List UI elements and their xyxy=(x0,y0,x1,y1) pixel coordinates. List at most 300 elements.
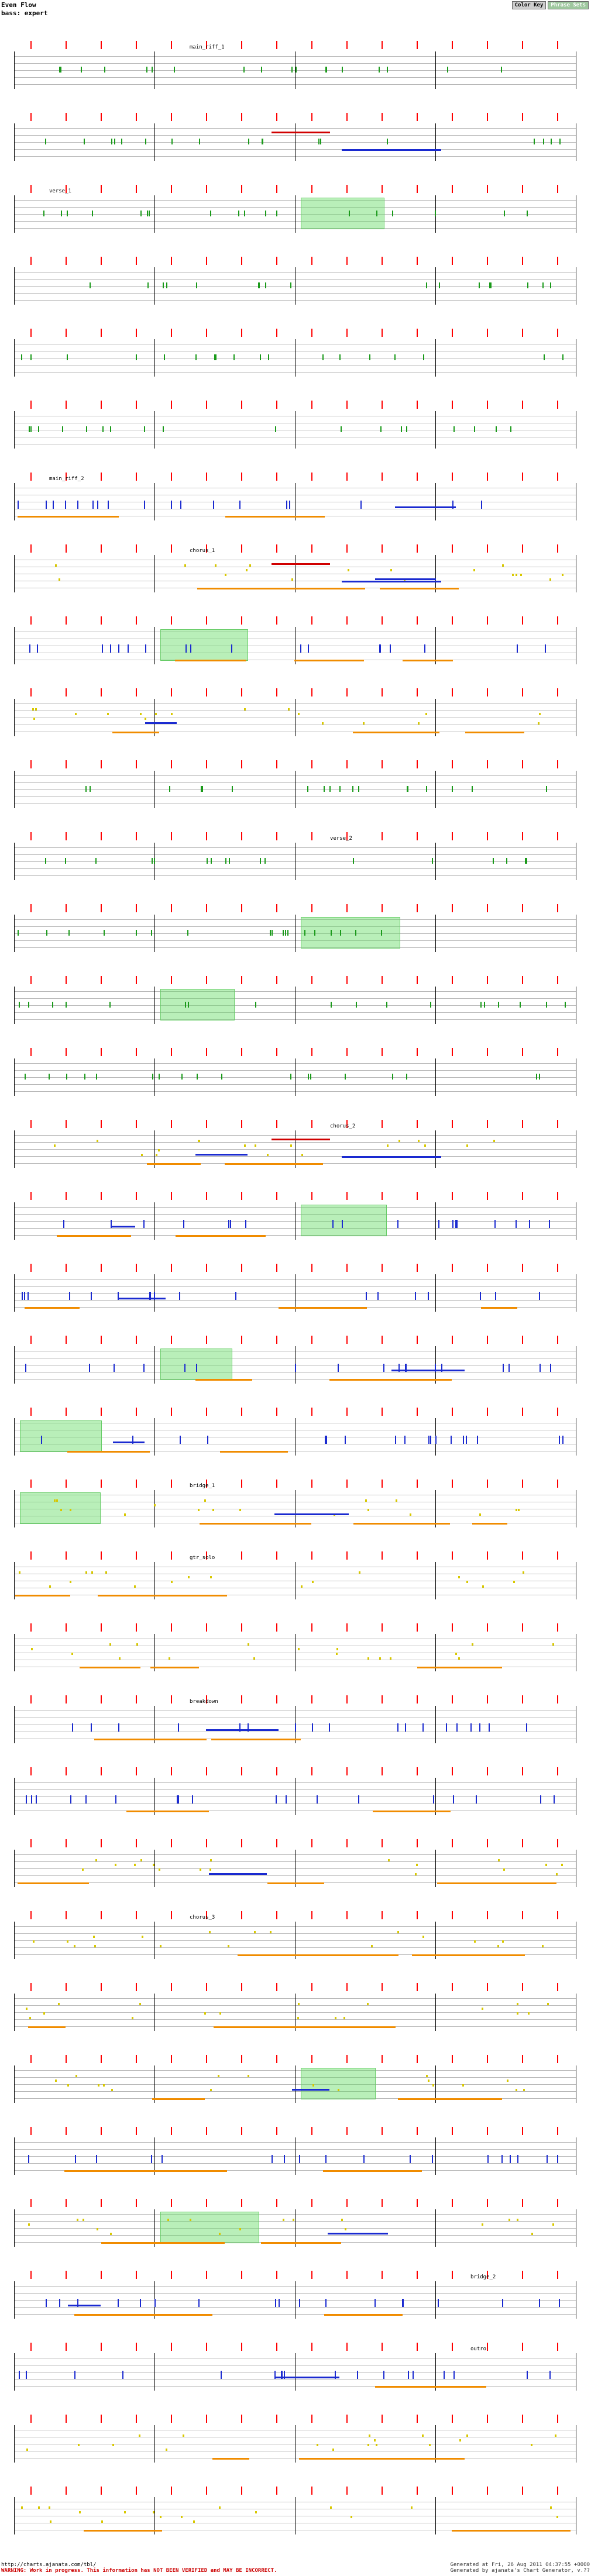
note-yellow xyxy=(75,713,77,715)
beat-tick xyxy=(101,1192,102,1200)
note-yellow xyxy=(502,564,504,567)
beat-tick xyxy=(487,616,488,625)
beat-tick xyxy=(136,2127,137,2135)
beat-tick xyxy=(276,113,277,121)
beat-tick xyxy=(66,1480,67,1488)
measure-line xyxy=(154,483,155,520)
note-blue xyxy=(299,2299,300,2307)
measure-line xyxy=(435,2353,436,2391)
sustain-red xyxy=(272,563,330,565)
note-yellow xyxy=(218,2075,219,2077)
note-yellow xyxy=(253,1657,255,1660)
beat-tick xyxy=(171,2415,172,2423)
beat-tick xyxy=(66,2055,67,2063)
note-blue xyxy=(299,2155,300,2163)
staff xyxy=(14,411,576,449)
note-green xyxy=(28,1002,29,1008)
note-green xyxy=(86,426,87,432)
beat-tick xyxy=(346,2271,348,2279)
sustain-orange xyxy=(152,2098,205,2100)
beat-tick xyxy=(66,976,67,984)
beat-tick xyxy=(487,1623,488,1632)
beat-tick xyxy=(452,2343,453,2351)
chart-row xyxy=(0,40,591,104)
note-yellow xyxy=(70,1581,71,1583)
beat-tick xyxy=(171,185,172,193)
beat-tick xyxy=(346,2487,348,2495)
note-blue xyxy=(235,1292,236,1300)
beat-tick xyxy=(136,1623,137,1632)
measure-line xyxy=(14,51,15,89)
note-green xyxy=(30,354,32,360)
measure-line xyxy=(295,843,296,880)
beat-tick xyxy=(30,2127,32,2135)
note-blue xyxy=(456,1723,458,1732)
note-yellow xyxy=(239,2228,241,2230)
staff xyxy=(14,843,576,880)
beat-tick xyxy=(346,1551,348,1560)
note-yellow xyxy=(56,1499,58,1502)
note-yellow xyxy=(141,1154,143,1156)
note-blue xyxy=(550,1364,551,1372)
note-green xyxy=(66,1074,67,1080)
note-yellow xyxy=(312,2084,314,2087)
star-power-phrase xyxy=(160,629,248,661)
note-yellow xyxy=(516,2089,517,2091)
note-blue xyxy=(312,1723,313,1732)
beat-tick xyxy=(30,1336,32,1344)
beat-tick xyxy=(171,41,172,49)
beat-tick xyxy=(276,2055,277,2063)
beat-tick xyxy=(66,1911,67,1919)
beat-tick xyxy=(417,41,418,49)
note-blue xyxy=(70,1795,71,1803)
note-green xyxy=(324,786,325,792)
note-blue xyxy=(36,1795,37,1803)
measure-line xyxy=(154,1922,155,1959)
note-green xyxy=(270,930,271,936)
note-blue xyxy=(342,1220,343,1228)
note-green xyxy=(559,139,561,144)
note-green xyxy=(546,786,547,792)
beat-tick xyxy=(206,2271,207,2279)
chart-row xyxy=(0,831,591,895)
beat-tick xyxy=(557,1264,558,1272)
beat-tick xyxy=(382,616,383,625)
measure-line xyxy=(435,1778,436,1815)
note-green xyxy=(314,930,315,936)
note-blue xyxy=(432,2155,433,2163)
beat-tick xyxy=(206,1336,207,1344)
beat-tick xyxy=(382,1983,383,1991)
note-yellow xyxy=(50,2520,51,2523)
beat-tick xyxy=(417,1192,418,1200)
note-yellow xyxy=(424,1144,426,1147)
note-green xyxy=(62,426,63,432)
beat-tick xyxy=(452,473,453,481)
beat-tick xyxy=(557,1480,558,1488)
note-blue xyxy=(184,1364,185,1372)
color-key-button[interactable]: Color Key xyxy=(512,1,547,9)
measure-line xyxy=(435,1058,436,1096)
note-yellow xyxy=(219,2233,221,2235)
beat-tick xyxy=(206,473,207,481)
sustain-orange xyxy=(481,1307,517,1309)
beat-tick xyxy=(382,1623,383,1632)
beat-tick xyxy=(101,1839,102,1847)
beat-tick xyxy=(101,2055,102,2063)
beat-tick xyxy=(276,2271,277,2279)
beat-tick xyxy=(557,2271,558,2279)
beat-tick xyxy=(136,544,137,553)
note-blue xyxy=(65,501,66,509)
beat-tick xyxy=(557,1120,558,1128)
note-green xyxy=(29,426,30,432)
note-yellow xyxy=(67,2084,69,2087)
note-blue xyxy=(108,501,109,509)
beat-tick xyxy=(241,401,242,409)
beat-tick xyxy=(311,41,312,49)
beat-tick xyxy=(522,760,523,768)
beat-tick xyxy=(30,2487,32,2495)
sustain-orange xyxy=(465,732,524,733)
measure-line xyxy=(154,2209,155,2247)
beat-tick xyxy=(171,1839,172,1847)
beat-tick xyxy=(311,2127,312,2135)
note-green xyxy=(262,139,263,144)
note-yellow xyxy=(134,1585,136,1588)
note-yellow xyxy=(93,1936,95,1938)
beat-tick xyxy=(30,544,32,553)
measure-line xyxy=(435,2425,436,2463)
measure-line xyxy=(435,339,436,377)
beat-tick xyxy=(276,1983,277,1991)
measure-line xyxy=(435,843,436,880)
note-blue xyxy=(180,1436,181,1444)
beat-tick xyxy=(101,1408,102,1416)
sustain-orange xyxy=(220,1451,288,1453)
beat-tick xyxy=(30,2415,32,2423)
beat-tick xyxy=(522,1623,523,1632)
measure-line xyxy=(14,1130,15,1168)
note-green xyxy=(146,67,147,73)
note-green xyxy=(290,282,291,288)
beat-tick xyxy=(30,473,32,481)
note-yellow xyxy=(60,1509,62,1511)
note-yellow xyxy=(502,1940,504,1943)
note-yellow xyxy=(198,1140,200,1142)
beat-tick xyxy=(452,2199,453,2207)
note-yellow xyxy=(348,569,349,571)
note-yellow xyxy=(507,2080,508,2082)
beat-tick xyxy=(276,616,277,625)
note-green xyxy=(66,1002,67,1008)
note-yellow xyxy=(458,1657,460,1660)
note-blue xyxy=(295,1364,296,1372)
beat-tick xyxy=(30,976,32,984)
note-yellow xyxy=(371,1945,373,1947)
beat-tick xyxy=(382,41,383,49)
beat-tick xyxy=(101,760,102,768)
beat-tick xyxy=(346,2127,348,2135)
beat-tick xyxy=(276,832,277,840)
beat-tick xyxy=(171,1767,172,1775)
note-green xyxy=(474,426,475,432)
beat-tick xyxy=(311,832,312,840)
beat-tick xyxy=(30,1192,32,1200)
note-blue xyxy=(527,2371,528,2379)
beat-tick xyxy=(276,976,277,984)
beat-tick xyxy=(136,401,137,409)
beat-tick xyxy=(557,2415,558,2423)
staff xyxy=(14,483,576,520)
beat-tick xyxy=(487,329,488,337)
note-yellow xyxy=(416,1864,418,1866)
note-green xyxy=(233,354,235,360)
note-green xyxy=(283,930,284,936)
note-yellow xyxy=(212,1509,214,1511)
note-blue xyxy=(31,1795,32,1803)
note-yellow xyxy=(290,1144,292,1147)
beat-tick xyxy=(452,401,453,409)
note-yellow xyxy=(301,1154,303,1156)
note-green xyxy=(18,930,19,936)
beat-tick xyxy=(487,1120,488,1128)
note-yellow xyxy=(517,2012,518,2015)
beat-tick xyxy=(311,2343,312,2351)
note-blue xyxy=(143,1364,145,1372)
note-green xyxy=(534,139,535,144)
note-yellow xyxy=(552,1643,554,1646)
measure-line xyxy=(154,2497,155,2534)
note-blue xyxy=(559,1436,560,1444)
note-green xyxy=(506,858,507,864)
note-yellow xyxy=(398,1140,400,1142)
phrase-sets-button[interactable]: Phrase Sets xyxy=(548,1,589,9)
beat-tick xyxy=(417,401,418,409)
note-blue xyxy=(245,1220,246,1228)
beat-tick xyxy=(66,904,67,912)
chart-row xyxy=(0,2485,591,2550)
note-blue xyxy=(118,2299,119,2307)
beat-tick xyxy=(66,257,67,265)
sustain-orange xyxy=(18,516,119,518)
staff xyxy=(14,1346,576,1384)
note-yellow xyxy=(539,713,541,715)
beat-tick xyxy=(452,544,453,553)
beat-tick xyxy=(557,1336,558,1344)
note-green xyxy=(290,1074,291,1080)
beat-tick xyxy=(346,473,348,481)
beat-tick xyxy=(557,1767,558,1775)
note-yellow xyxy=(531,2233,533,2235)
measure-line xyxy=(154,411,155,449)
note-yellow xyxy=(209,1868,211,1871)
sustain-blue xyxy=(113,1442,145,1443)
beat-tick xyxy=(522,1120,523,1128)
note-yellow xyxy=(171,713,173,715)
beat-tick xyxy=(136,976,137,984)
note-yellow xyxy=(55,2080,57,2082)
note-green xyxy=(527,282,528,288)
beat-tick xyxy=(66,401,67,409)
beat-tick xyxy=(276,1767,277,1775)
note-green xyxy=(84,1074,85,1080)
beat-tick xyxy=(522,401,523,409)
measure-line xyxy=(14,339,15,377)
note-blue xyxy=(207,1436,208,1444)
note-blue xyxy=(502,2299,503,2307)
note-green xyxy=(542,282,544,288)
beat-tick xyxy=(557,976,558,984)
beat-tick xyxy=(136,832,137,840)
note-green xyxy=(185,1002,186,1008)
note-blue xyxy=(545,644,546,653)
beat-tick xyxy=(522,2055,523,2063)
beat-tick xyxy=(452,257,453,265)
beat-tick xyxy=(522,185,523,193)
beat-tick xyxy=(241,185,242,193)
measure-line xyxy=(435,2209,436,2247)
note-yellow xyxy=(562,574,563,576)
note-yellow xyxy=(94,1945,96,1947)
note-yellow xyxy=(83,2219,84,2221)
measure-line xyxy=(295,1274,296,1312)
measure-line xyxy=(154,267,155,305)
beat-tick xyxy=(557,1695,558,1703)
beat-tick xyxy=(382,688,383,696)
beat-tick xyxy=(557,257,558,265)
note-blue xyxy=(179,1292,180,1300)
beat-tick xyxy=(206,904,207,912)
beat-tick xyxy=(452,1839,453,1847)
note-yellow xyxy=(552,2223,554,2226)
note-green xyxy=(152,1074,153,1080)
beat-tick xyxy=(557,1983,558,1991)
beat-tick xyxy=(417,1336,418,1344)
beat-tick xyxy=(66,1623,67,1632)
note-blue xyxy=(338,1364,339,1372)
note-green xyxy=(181,1074,183,1080)
beat-tick xyxy=(522,1048,523,1056)
beat-tick xyxy=(557,904,558,912)
note-green xyxy=(90,786,91,792)
note-green xyxy=(25,1074,26,1080)
staff xyxy=(14,1922,576,1959)
beat-tick xyxy=(171,904,172,912)
beat-tick xyxy=(487,1911,488,1919)
beat-tick xyxy=(66,1048,67,1056)
measure-line xyxy=(435,1274,436,1312)
note-blue xyxy=(345,1436,346,1444)
note-green xyxy=(147,282,149,288)
measure-line xyxy=(295,699,296,736)
note-green xyxy=(493,858,494,864)
sustain-orange xyxy=(429,2386,486,2388)
note-blue xyxy=(559,2299,560,2307)
beat-tick xyxy=(136,2199,137,2207)
measure-line xyxy=(154,2425,155,2463)
note-green xyxy=(202,786,203,792)
beat-tick xyxy=(101,185,102,193)
note-green xyxy=(221,1074,222,1080)
beat-tick xyxy=(452,41,453,49)
sustain-orange xyxy=(28,2026,66,2028)
beat-tick xyxy=(382,1120,383,1128)
note-yellow xyxy=(547,2003,549,2005)
beat-tick xyxy=(241,2199,242,2207)
beat-tick xyxy=(311,401,312,409)
beat-tick xyxy=(346,113,348,121)
beat-tick xyxy=(101,616,102,625)
beat-tick xyxy=(557,185,558,193)
note-yellow xyxy=(482,2223,483,2226)
beat-tick xyxy=(66,544,67,553)
beat-tick xyxy=(522,1839,523,1847)
beat-tick xyxy=(452,2127,453,2135)
beat-tick xyxy=(206,329,207,337)
note-yellow xyxy=(58,2003,60,2005)
note-yellow xyxy=(158,1149,160,1151)
note-blue xyxy=(115,1795,116,1803)
beat-tick xyxy=(452,688,453,696)
beat-tick xyxy=(311,329,312,337)
note-green xyxy=(407,786,408,792)
note-yellow xyxy=(156,1154,157,1156)
note-yellow xyxy=(459,2439,461,2441)
sustain-orange xyxy=(299,2458,410,2460)
beat-tick xyxy=(557,2343,558,2351)
beat-tick xyxy=(346,1767,348,1775)
beat-tick xyxy=(487,1408,488,1416)
star-power-phrase xyxy=(160,2212,259,2243)
measure-line xyxy=(14,411,15,449)
beat-tick xyxy=(30,1551,32,1560)
beat-tick xyxy=(66,760,67,768)
note-green xyxy=(329,786,331,792)
note-yellow xyxy=(418,722,420,725)
note-blue xyxy=(516,1220,517,1228)
measure-line xyxy=(295,987,296,1024)
beat-tick xyxy=(417,329,418,337)
chart-row xyxy=(0,112,591,176)
footer-url[interactable]: http://charts.ajanata.com/tbl/ xyxy=(1,2562,97,2568)
sustain-orange xyxy=(353,732,439,733)
note-green xyxy=(164,354,165,360)
note-green xyxy=(452,786,453,792)
beat-tick xyxy=(241,760,242,768)
note-green xyxy=(84,139,85,144)
note-blue xyxy=(326,1436,327,1444)
note-green xyxy=(163,426,164,432)
note-yellow xyxy=(154,1504,156,1506)
beat-tick xyxy=(276,760,277,768)
measure-line xyxy=(154,555,155,592)
note-blue xyxy=(438,1220,439,1228)
beat-tick xyxy=(382,329,383,337)
beat-tick xyxy=(66,2487,67,2495)
note-yellow xyxy=(550,2506,552,2509)
beat-tick xyxy=(522,1192,523,1200)
note-blue xyxy=(28,1292,29,1300)
measure-line xyxy=(295,267,296,305)
note-yellow xyxy=(49,2506,50,2509)
sustain-orange xyxy=(112,732,159,733)
key-buttons xyxy=(512,1,589,9)
beat-tick xyxy=(311,2199,312,2207)
beat-tick xyxy=(452,2487,453,2495)
measure-line xyxy=(295,483,296,520)
